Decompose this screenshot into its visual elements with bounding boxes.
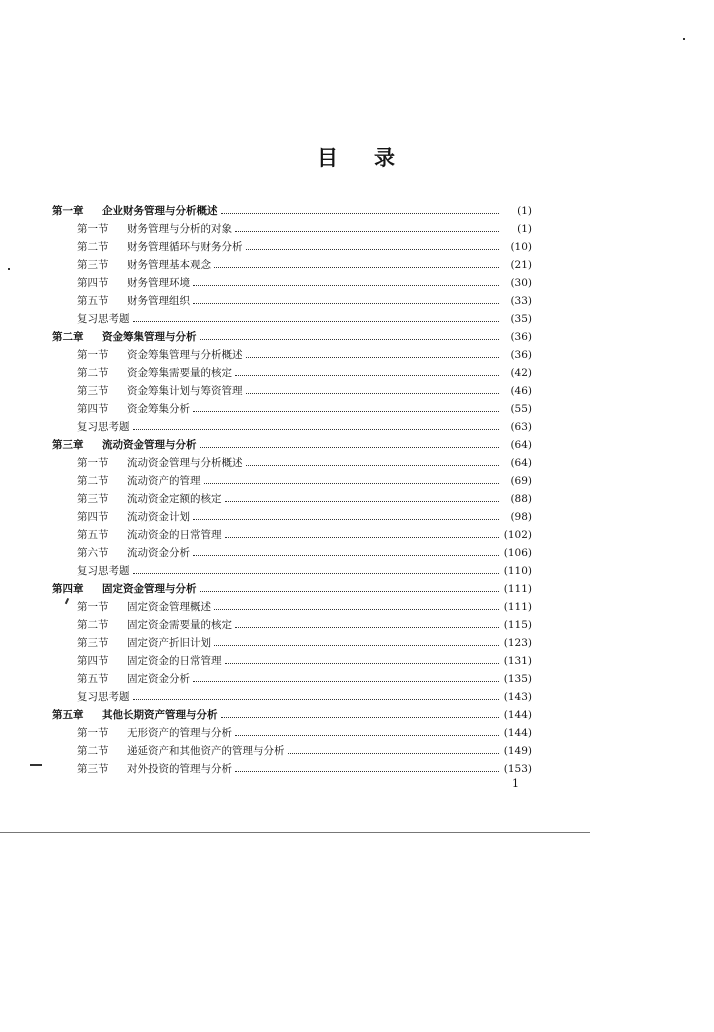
toc-entry-page: (149) [503,745,532,757]
toc-entry-page: (144) [503,709,532,721]
toc-entry-title: 递延资产和其他资产的管理与分析 [127,745,285,757]
toc-entry-page: (30) [510,277,532,289]
dot-leader [235,616,499,634]
toc-entry-title: 资金筹集分析 [127,403,190,415]
page-title [0,142,714,172]
dot-leader [246,454,500,472]
toc-review-row [52,418,532,436]
toc-entry-page: (55) [510,403,532,415]
toc-entry-title: 资金筹集管理与分析 [102,331,197,343]
toc-entry-page: (46) [510,385,532,397]
toc-entry-page: (153) [503,763,532,775]
toc-entry-title: 企业财务管理与分析概述 [102,205,218,217]
dot-leader [200,436,500,454]
toc-entry-title: 复习思考题 [77,565,130,577]
dot-leader [193,292,499,310]
toc-section-row [52,454,532,472]
toc-entry-number: 第五节 [77,529,109,541]
toc-chapter-row [52,706,532,724]
toc-section-row [52,400,532,418]
toc-entry-number: 第二节 [77,475,109,487]
toc-chapter-row [52,436,532,454]
toc-entry-number: 第四章 [52,583,84,595]
toc-entry-title: 固定资金需要量的核定 [127,619,232,631]
dot-leader [235,364,499,382]
toc-entry-number: 第三节 [77,259,109,271]
toc-entry-number: 第二节 [77,745,109,757]
dot-leader [221,202,500,220]
toc-section-row [52,616,532,634]
dot-leader [204,472,500,490]
toc-entry-page: (35) [510,313,532,325]
toc-entry-page: (69) [510,475,532,487]
toc-entry-title: 固定资产折旧计划 [127,637,211,649]
dot-leader [225,490,500,508]
toc-chapter-row [52,328,532,346]
dot-leader [246,346,500,364]
toc-section-row [52,508,532,526]
toc-entry-number: 第一节 [77,601,109,613]
scan-speck [683,38,685,40]
toc-entry-title: 流动资金管理与分析概述 [127,457,243,469]
toc-section-row [52,472,532,490]
toc-entry-number: 第三节 [77,385,109,397]
toc-section-row [52,292,532,310]
toc-entry-page: (10) [510,241,532,253]
toc-section-row [52,598,532,616]
toc-entry-title: 无形资产的管理与分析 [127,727,232,739]
toc-entry-title: 财务管理基本观念 [127,259,211,271]
toc-entry-page: (21) [510,259,532,271]
toc-section-row [52,382,532,400]
toc-entry-number: 第三章 [52,439,84,451]
toc-entry-title: 流动资金分析 [127,547,190,559]
dot-leader [235,760,499,778]
toc-entry-page: (111) [503,583,532,595]
toc-entry-number: 第五章 [52,709,84,721]
toc-section-row [52,238,532,256]
toc-entry-page: (123) [503,637,532,649]
toc-section-row [52,364,532,382]
toc-entry-number: 第五节 [77,295,109,307]
scan-speck [8,268,10,270]
toc-entry-page: (115) [503,619,532,631]
dot-leader [246,382,500,400]
toc-entry-number: 第一节 [77,349,109,361]
toc-section-row [52,274,532,292]
toc-entry-title: 固定资金分析 [127,673,190,685]
toc-section-row [52,760,532,778]
toc-entry-page: (42) [510,367,532,379]
toc-section-row [52,256,532,274]
toc-entry-title: 财务管理循环与财务分析 [127,241,243,253]
toc-entry-number: 第二节 [77,241,109,253]
dot-leader [225,526,500,544]
toc-entry-page: (144) [503,727,532,739]
toc-entry-page: (110) [503,565,532,577]
toc-entry-number: 第四节 [77,511,109,523]
dot-leader [214,598,499,616]
toc-entry-title: 资金筹集计划与筹资管理 [127,385,243,397]
toc-entry-title: 流动资金的日常管理 [127,529,222,541]
dot-leader [193,670,499,688]
toc-section-row [52,544,532,562]
toc-review-row [52,310,532,328]
toc-section-row [52,526,532,544]
toc-entry-title: 财务管理环境 [127,277,190,289]
dot-leader [193,544,499,562]
toc-entry-number: 第二节 [77,367,109,379]
toc-entry-page: (64) [510,439,532,451]
dot-leader [214,256,499,274]
dot-leader [200,580,500,598]
toc-section-row [52,220,532,238]
table-of-contents [52,202,532,778]
toc-entry-number: 第二章 [52,331,84,343]
dot-leader [133,418,500,436]
toc-entry-title: 固定资金管理概述 [127,601,211,613]
dot-leader [288,742,500,760]
toc-entry-page: (102) [503,529,532,541]
toc-entry-number: 第三节 [77,493,109,505]
dot-leader [193,274,499,292]
toc-entry-page: (98) [510,511,532,523]
toc-entry-number: 第三节 [77,637,109,649]
toc-entry-title: 流动资金管理与分析 [102,439,197,451]
toc-section-row [52,724,532,742]
toc-entry-title: 复习思考题 [77,313,130,325]
page-number: 1 [512,777,519,790]
toc-entry-title: 资金筹集管理与分析概述 [127,349,243,361]
bottom-rule [0,832,590,833]
toc-entry-title: 财务管理组织 [127,295,190,307]
dot-leader [225,652,500,670]
toc-entry-page: (106) [503,547,532,559]
toc-review-row [52,562,532,580]
toc-entry-title: 复习思考题 [77,691,130,703]
toc-entry-number: 第一节 [77,223,109,235]
toc-entry-title: 流动资产的管理 [127,475,201,487]
toc-entry-page: (1) [517,223,532,235]
dot-leader [221,706,500,724]
dot-leader [214,634,499,652]
toc-chapter-row [52,202,532,220]
dot-leader [235,220,499,238]
title-part-1: 目 [317,145,340,170]
toc-entry-page: (36) [510,349,532,361]
toc-entry-page: (131) [503,655,532,667]
toc-entry-number: 第三节 [77,763,109,775]
toc-entry-title: 对外投资的管理与分析 [127,763,232,775]
toc-entry-title: 流动资金计划 [127,511,190,523]
dot-leader [133,688,500,706]
toc-entry-page: (63) [510,421,532,433]
dot-leader [193,400,499,418]
toc-chapter-row [52,580,532,598]
toc-entry-title: 复习思考题 [77,421,130,433]
toc-entry-title: 其他长期资产管理与分析 [102,709,218,721]
toc-entry-number: 第二节 [77,619,109,631]
dot-leader [200,328,500,346]
dot-leader [193,508,499,526]
toc-section-row [52,742,532,760]
toc-entry-page: (33) [510,295,532,307]
toc-entry-number: 第四节 [77,277,109,289]
toc-entry-page: (36) [510,331,532,343]
toc-entry-page: (64) [510,457,532,469]
title-part-2: 录 [374,145,397,170]
toc-entry-page: (111) [503,601,532,613]
toc-entry-page: (135) [503,673,532,685]
toc-entry-number: 第六节 [77,547,109,559]
toc-entry-number: 第一节 [77,727,109,739]
dot-leader [133,310,500,328]
toc-section-row [52,652,532,670]
toc-entry-number: 第一章 [52,205,84,217]
toc-entry-number: 第四节 [77,655,109,667]
toc-entry-page: (143) [503,691,532,703]
dot-leader [235,724,499,742]
toc-section-row [52,490,532,508]
toc-entry-number: 第一节 [77,457,109,469]
toc-entry-title: 资金筹集需要量的核定 [127,367,232,379]
toc-entry-page: (1) [517,205,532,217]
toc-entry-number: 第五节 [77,673,109,685]
dot-leader [246,238,500,256]
toc-entry-title: 固定资金的日常管理 [127,655,222,667]
toc-entry-title: 流动资金定额的核定 [127,493,222,505]
toc-review-row [52,688,532,706]
toc-section-row [52,634,532,652]
scan-speck [30,764,42,766]
toc-entry-number: 第四节 [77,403,109,415]
toc-entry-title: 固定资金管理与分析 [102,583,197,595]
toc-entry-page: (88) [510,493,532,505]
toc-section-row [52,346,532,364]
toc-section-row [52,670,532,688]
dot-leader [133,562,500,580]
toc-entry-title: 财务管理与分析的对象 [127,223,232,235]
